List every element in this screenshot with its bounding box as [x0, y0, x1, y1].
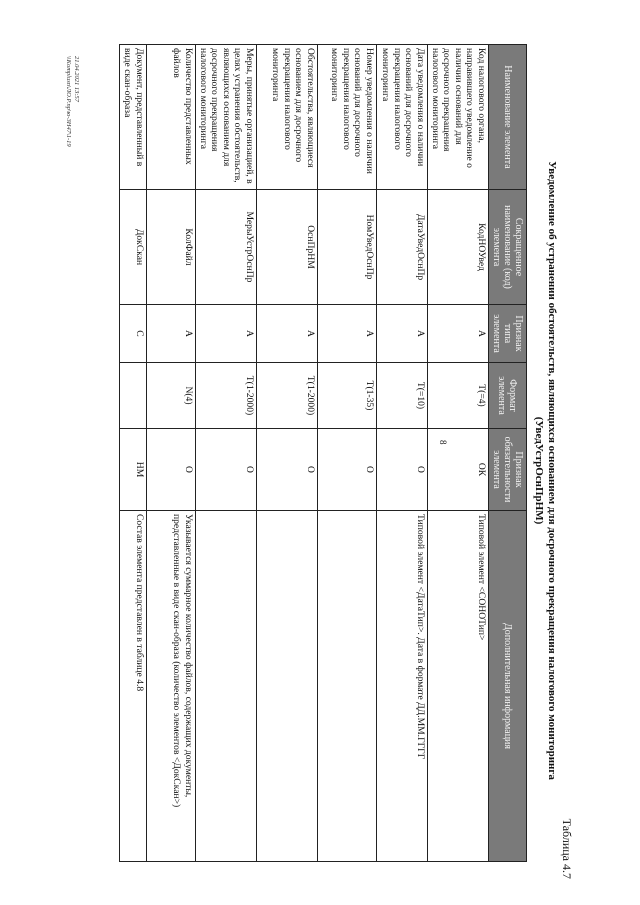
- cell-format: N(4): [147, 363, 196, 429]
- cell-type: А: [257, 305, 318, 363]
- cell-info: [196, 511, 257, 862]
- cell-code: МерыУстрОснПр: [196, 190, 257, 305]
- cell-name: Код налогового органа, направившего уведомление о наличии оснований для досрочного прекращения налогового мониторинга: [428, 45, 489, 190]
- cell-required: НМ: [120, 429, 147, 511]
- cell-type: А: [377, 305, 428, 363]
- table-row: [257, 45, 318, 862]
- footer-timestamp: 21.04.2021 13:57: [73, 56, 80, 103]
- cell-code: ДокСкан: [120, 190, 147, 305]
- cell-info: Указывается суммарное количество файлов, содержащих документы, представленные в виде скан-образа (количество элементов <ДокСкан>): [147, 511, 196, 862]
- table-heading: [532, 56, 558, 885]
- cell-code: КолФайл: [147, 190, 196, 305]
- heading-code: (УведУстрОснПрНМ): [533, 416, 545, 525]
- table-row: [120, 45, 147, 862]
- cell-type: А: [196, 305, 257, 363]
- cell-info: Состав элемента представлен в таблице 4.8: [120, 511, 147, 862]
- table-row: [196, 45, 257, 862]
- cell-required: О: [147, 429, 196, 511]
- col-header-required: Признак обязательности элемента: [489, 429, 527, 511]
- print-footer: [64, 56, 80, 147]
- cell-format: T(=4): [428, 363, 489, 429]
- table-row: [377, 45, 428, 862]
- table-row: [147, 45, 196, 862]
- cell-name: Номер уведомления о наличии оснований для досрочного прекращения налогового мониторинга: [318, 45, 377, 190]
- elements-table: [119, 44, 527, 862]
- cell-format: T(1-2000): [196, 363, 257, 429]
- cell-info: Типовой элемент <СОНОТип>: [428, 511, 489, 862]
- cell-info: [257, 511, 318, 862]
- cell-name: Обстоятельства, являющиеся основанием для досрочного прекращения налогового мониторинга: [257, 45, 318, 190]
- cell-type: А: [318, 305, 377, 363]
- page-number: 8: [438, 440, 448, 445]
- cell-required: ОК: [428, 429, 489, 511]
- cell-type: А: [147, 305, 196, 363]
- cell-name: Дата уведомления о наличии оснований для досрочного прекращения налогового мониторинга: [377, 45, 428, 190]
- cell-required: О: [318, 429, 377, 511]
- footer-path: \\Komplusn\ЛО.Р.пр\ю-3H47\1-19: [65, 56, 72, 147]
- table-row: [318, 45, 377, 862]
- cell-format: T(1-35): [318, 363, 377, 429]
- cell-format: T(=10): [377, 363, 428, 429]
- cell-code: КодНОУвед: [428, 190, 489, 305]
- cell-info: [318, 511, 377, 862]
- cell-info: Типовой элемент <ДатаТип>. Дата в формате ДД.ММ.ГГГГ: [377, 511, 428, 862]
- cell-name: Документ, представленный в виде скан-образа: [120, 45, 147, 190]
- col-header-code: Сокращенное наименование (код) элемента: [489, 190, 527, 305]
- cell-code: ОснПрНМ: [257, 190, 318, 305]
- cell-format: [120, 363, 147, 429]
- heading-title: Уведомление об устранении обстоятельств, являющихся основанием для досрочного прекращения налогового мониторинга: [546, 161, 558, 780]
- cell-name: Количество представленных файлов: [147, 45, 196, 190]
- cell-required: О: [196, 429, 257, 511]
- col-header-format: Формат элемента: [489, 363, 527, 429]
- col-header-info: Дополнительная информация: [489, 511, 527, 862]
- cell-code: ДатаУведОснПр: [377, 190, 428, 305]
- cell-code: НомУведОснПр: [318, 190, 377, 305]
- cell-format: T(1-2000): [257, 363, 318, 429]
- table-label: Таблица 4.7: [560, 818, 574, 879]
- col-header-name: Наименование элемента: [489, 45, 527, 190]
- cell-required: О: [377, 429, 428, 511]
- cell-name: Меры, принятые организацией, в целях устранения обстоятельств, являющихся основанием для досрочного прекращения налогового мониторинга: [196, 45, 257, 190]
- cell-required: О: [257, 429, 318, 511]
- cell-type: А: [428, 305, 489, 363]
- table-header-row: [489, 45, 527, 862]
- cell-type: С: [120, 305, 147, 363]
- table-row: [428, 45, 489, 862]
- col-header-type: Признак типа элемента: [489, 305, 527, 363]
